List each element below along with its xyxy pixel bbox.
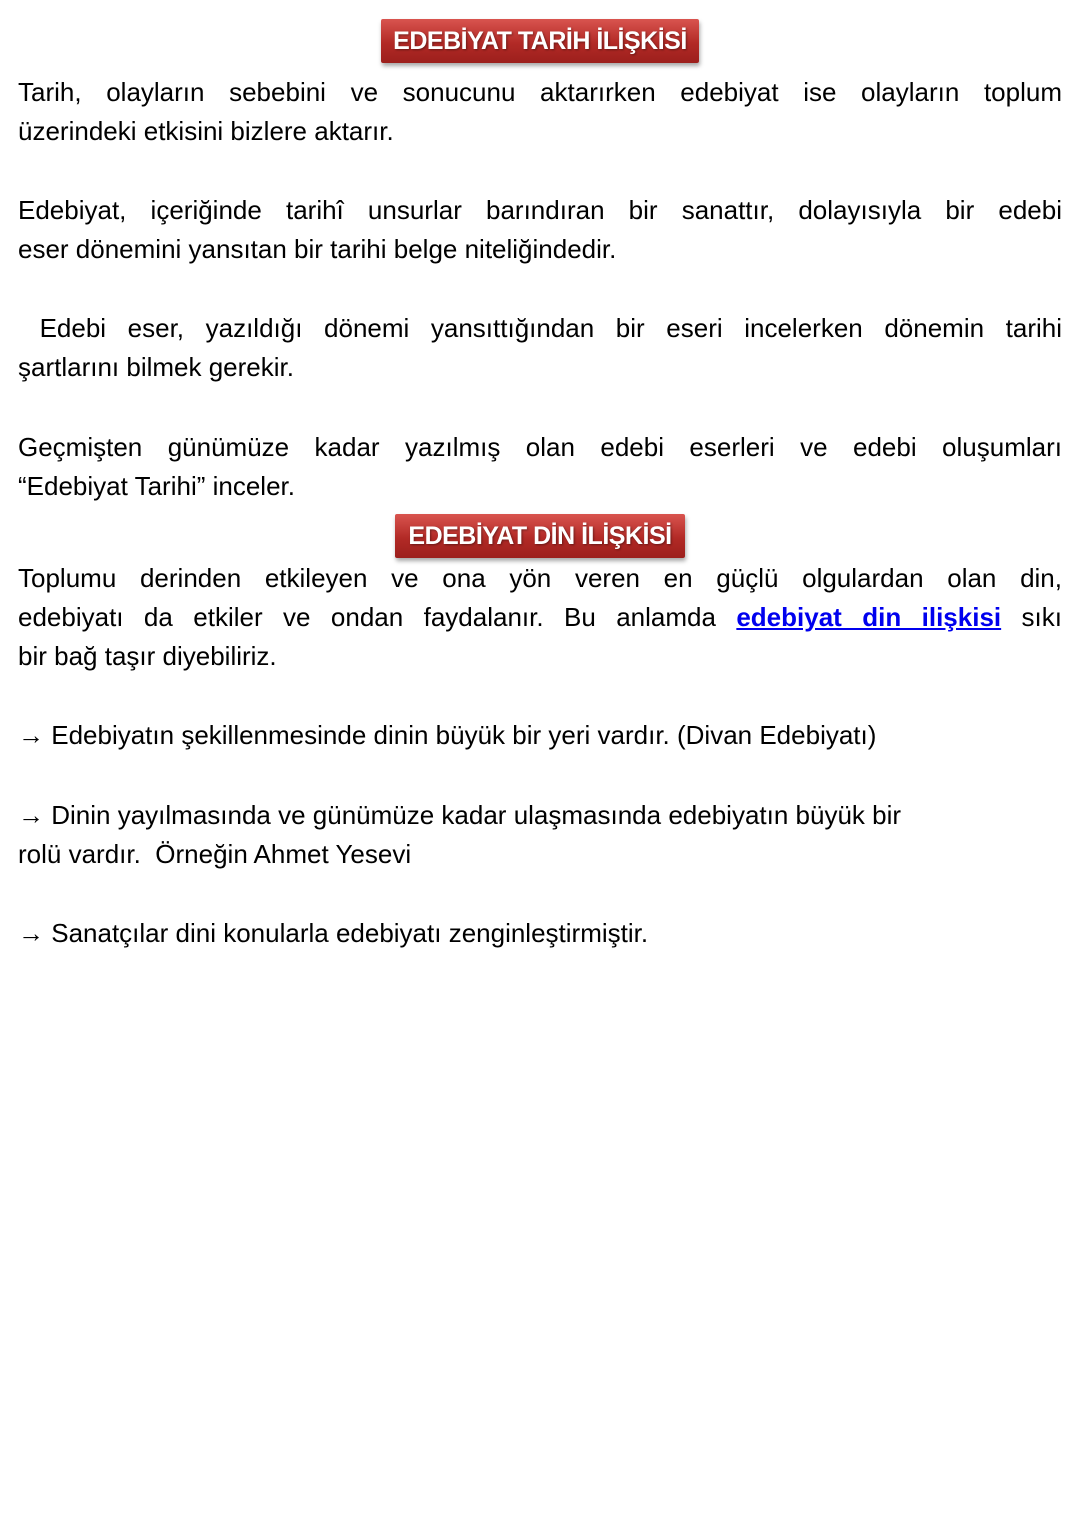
text-line: → Sanatçılar dini konularla edebiyatı zenginleştirmiştir. bbox=[18, 918, 649, 948]
text-line: Edebi eser, yazıldığı dönemi yansıttığından bir eseri incelerken dönemin tarihi bbox=[18, 313, 1062, 343]
text-line: Edebiyat, içeriğinde tarihî unsurlar barındıran bir sanattır, dolayısıyla bir edebi bbox=[18, 195, 1062, 225]
paragraph bbox=[18, 559, 1062, 676]
text-line: Geçmişten günümüze kadar yazılmış olan edebi eserleri ve edebi oluşumları bbox=[18, 432, 1062, 462]
bullet-item bbox=[18, 716, 1062, 755]
bullet-item bbox=[18, 796, 1062, 874]
paragraph bbox=[18, 73, 1062, 151]
paragraph bbox=[18, 309, 1062, 387]
religion-relation-link[interactable]: edebiyat din ilişkisi bbox=[736, 602, 1002, 632]
section-heading-religion: EDEBİYAT DİN İLİŞKİSİ bbox=[395, 514, 685, 558]
text-line: üzerindeki etkisini bizlere aktarır. bbox=[18, 116, 394, 146]
text: sıkı bbox=[1001, 602, 1062, 632]
text-line: Toplumu derinden etkileyen ve ona yön veren en güçlü olgulardan olan din, bbox=[18, 563, 1062, 593]
text-line: “Edebiyat Tarihi” inceler. bbox=[18, 471, 295, 501]
section-heading-history: EDEBİYAT TARİH İLİŞKİSİ bbox=[381, 19, 699, 63]
text-line: rolü vardır. Örneğin Ahmet Yesevi bbox=[18, 839, 412, 869]
text: edebiyatı da etkiler ve ondan faydalanır. Bu anlamda bbox=[18, 602, 737, 632]
paragraph bbox=[18, 191, 1062, 269]
text-line: eser dönemini yansıtan bir tarihi belge niteliğindedir. bbox=[18, 234, 617, 264]
text-line: → Edebiyatın şekillenmesinde dinin büyük bir yeri vardır. (Divan Edebiyatı) bbox=[18, 720, 877, 750]
text-line: → Dinin yayılmasında ve günümüze kadar ulaşmasında edebiyatın büyük bir bbox=[18, 800, 902, 830]
text-line: şartlarını bilmek gerekir. bbox=[18, 352, 294, 382]
paragraph bbox=[18, 428, 1062, 506]
text-line bbox=[18, 598, 1062, 637]
text-line: bir bağ taşır diyebiliriz. bbox=[18, 641, 277, 671]
text-line: Tarih, olayların sebebini ve sonucunu aktarırken edebiyat ise olayların toplum bbox=[18, 77, 1062, 107]
bullet-item bbox=[18, 914, 1062, 953]
